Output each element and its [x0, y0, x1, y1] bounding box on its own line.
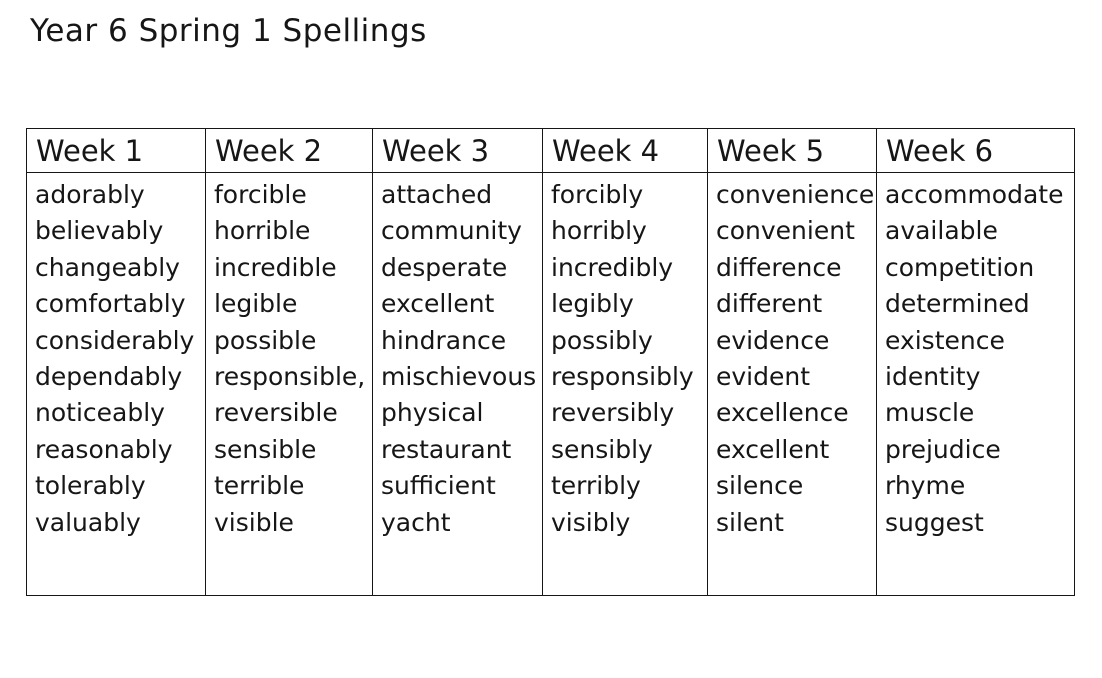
spelling-word: evident	[716, 362, 811, 392]
spelling-word: valuably	[35, 507, 141, 537]
spelling-word: visibly	[551, 507, 631, 537]
spelling-word: excellent	[716, 434, 830, 464]
spelling-word: forcibly	[551, 180, 644, 209]
spelling-word: reasonably	[35, 434, 173, 464]
spelling-word: convenient	[716, 216, 855, 246]
spelling-word: terrible	[214, 471, 305, 501]
week-3-header: Week 3	[373, 129, 543, 173]
spelling-word: sensible	[214, 434, 317, 464]
spelling-word: possibly	[551, 325, 653, 355]
spelling-word: determined	[885, 289, 1030, 319]
spelling-word: forcible	[214, 180, 307, 209]
spelling-word: responsible,	[214, 362, 366, 392]
spelling-word: muscle	[885, 398, 975, 428]
week-4-words-cell	[543, 173, 708, 596]
spelling-word: reversibly	[551, 398, 675, 428]
spelling-word: mischievous	[381, 362, 537, 392]
spelling-word: hindrance	[381, 325, 507, 355]
spelling-word: convenience	[716, 180, 875, 209]
spelling-word: comfortably	[35, 289, 186, 319]
spelling-word: community	[381, 216, 522, 246]
spelling-word: suggest	[885, 507, 984, 537]
spelling-word: silent	[716, 507, 784, 537]
spelling-word: rhyme	[885, 471, 966, 501]
spellings-table	[26, 128, 1075, 596]
spelling-word: restaurant	[381, 434, 512, 464]
week-1-words-cell	[27, 173, 206, 596]
spelling-word: believably	[35, 216, 164, 246]
page-title: Year 6 Spring 1 Spellings	[30, 13, 427, 49]
spelling-word: sufficient	[381, 471, 496, 501]
week-3-words-cell	[373, 173, 543, 596]
spelling-word: evidence	[716, 325, 830, 355]
spelling-word: terribly	[551, 471, 641, 501]
spelling-word: visible	[214, 507, 294, 537]
spelling-word: dependably	[35, 362, 183, 392]
spelling-word: identity	[885, 362, 981, 392]
week-6-words-cell	[877, 173, 1075, 596]
week-1-header: Week 1	[27, 129, 206, 173]
spelling-word: difference	[716, 252, 842, 282]
spelling-word: changeably	[35, 252, 180, 282]
spelling-word: competition	[885, 252, 1035, 282]
spelling-word: excellence	[716, 398, 849, 428]
spelling-word: legible	[214, 289, 298, 319]
spelling-word: adorably	[35, 180, 145, 209]
spelling-word: available	[885, 216, 998, 246]
spelling-word: incredible	[214, 252, 337, 282]
spelling-word: considerably	[35, 325, 195, 355]
week-5-words-cell	[708, 173, 877, 596]
spelling-word: tolerably	[35, 471, 146, 501]
spelling-word: reversible	[214, 398, 338, 428]
week-2-words-cell	[206, 173, 373, 596]
spelling-word: attached	[381, 180, 493, 209]
week-5-header: Week 5	[708, 129, 877, 173]
spelling-word: physical	[381, 398, 484, 428]
header-row	[27, 129, 1075, 173]
spelling-word: horrible	[214, 216, 311, 246]
spelling-word: existence	[885, 325, 1005, 355]
spelling-word: yacht	[381, 507, 451, 537]
week-6-header: Week 6	[877, 129, 1075, 173]
spelling-word: responsibly	[551, 362, 694, 392]
spelling-word: prejudice	[885, 434, 1001, 464]
spelling-word: horribly	[551, 216, 647, 246]
spelling-word: different	[716, 289, 823, 319]
spelling-word: sensibly	[551, 434, 653, 464]
spelling-word: possible	[214, 325, 317, 355]
words-row	[27, 173, 1075, 596]
week-4-header: Week 4	[543, 129, 708, 173]
spelling-word: silence	[716, 471, 804, 501]
spelling-word: excellent	[381, 289, 495, 319]
spelling-word: legibly	[551, 289, 634, 319]
week-2-header: Week 2	[206, 129, 373, 173]
spelling-word: accommodate	[885, 180, 1064, 209]
spelling-word: desperate	[381, 252, 508, 282]
spelling-word: incredibly	[551, 252, 674, 282]
spelling-word: noticeably	[35, 398, 165, 428]
